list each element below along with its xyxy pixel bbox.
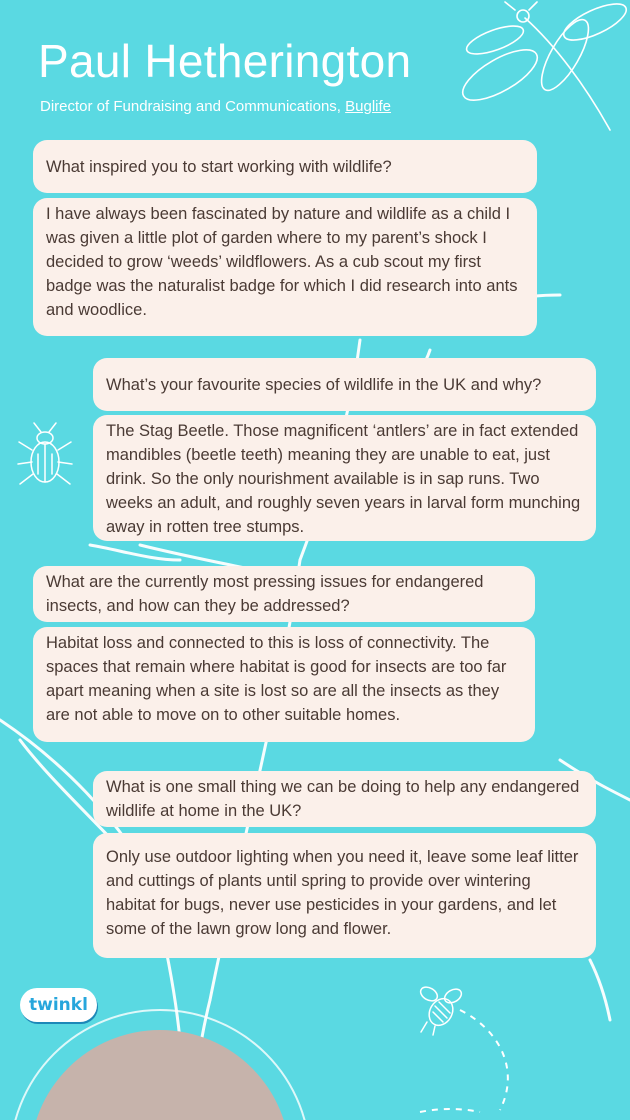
twinkl-logo: twinkl xyxy=(20,988,97,1022)
answer-bubble-3: Habitat loss and connected to this is loss of connectivity. The spaces that remain where habitat is good for insects are too far apart meaning when a site is lost so are all the insects as they are not able to move on to other suitable homes. xyxy=(33,627,535,742)
organisation-link[interactable]: Buglife xyxy=(345,98,392,115)
subtitle xyxy=(40,98,391,115)
answer-bubble-2: The Stag Beetle. Those magnificent ‘antlers’ are in fact extended mandibles (beetle teeth) meaning they are unable to eat, just drink. So the only nourishment available is in sap runs. Two weeks an adult, and roughly seven years in larval form munching away in rotten tree stumps. xyxy=(93,415,596,541)
dragonfly-icon xyxy=(455,0,630,135)
answer-bubble-1: I have always been fascinated by nature and wildlife as a child I was given a little plot of garden where to my parent’s shock I decided to grow ‘weeds’ wildflowers. As a cub scout my first badge was the naturalist badge for which I did research into ants and woodlice. xyxy=(33,198,537,336)
question-bubble-3: What are the currently most pressing issues for endangered insects, and how can they be addressed? xyxy=(33,566,535,622)
question-bubble-1: What inspired you to start working with wildlife? xyxy=(33,140,537,193)
answer-bubble-4: Only use outdoor lighting when you need it, leave some leaf litter and cuttings of plants until spring to provide over wintering habitat for bugs, never use pesticides in your gardens, and let some of the lawn grow long and flower. xyxy=(93,833,596,958)
role-text: Director of Fundraising and Communications, xyxy=(40,98,346,115)
beetle-icon xyxy=(14,420,76,490)
question-bubble-2: What’s your favourite species of wildlife in the UK and why? xyxy=(93,358,596,411)
question-bubble-4: What is one small thing we can be doing to help any endangered wildlife at home in the UK? xyxy=(93,771,596,827)
bee-icon xyxy=(415,980,471,1036)
page-title: Paul Hetherington xyxy=(38,35,412,87)
